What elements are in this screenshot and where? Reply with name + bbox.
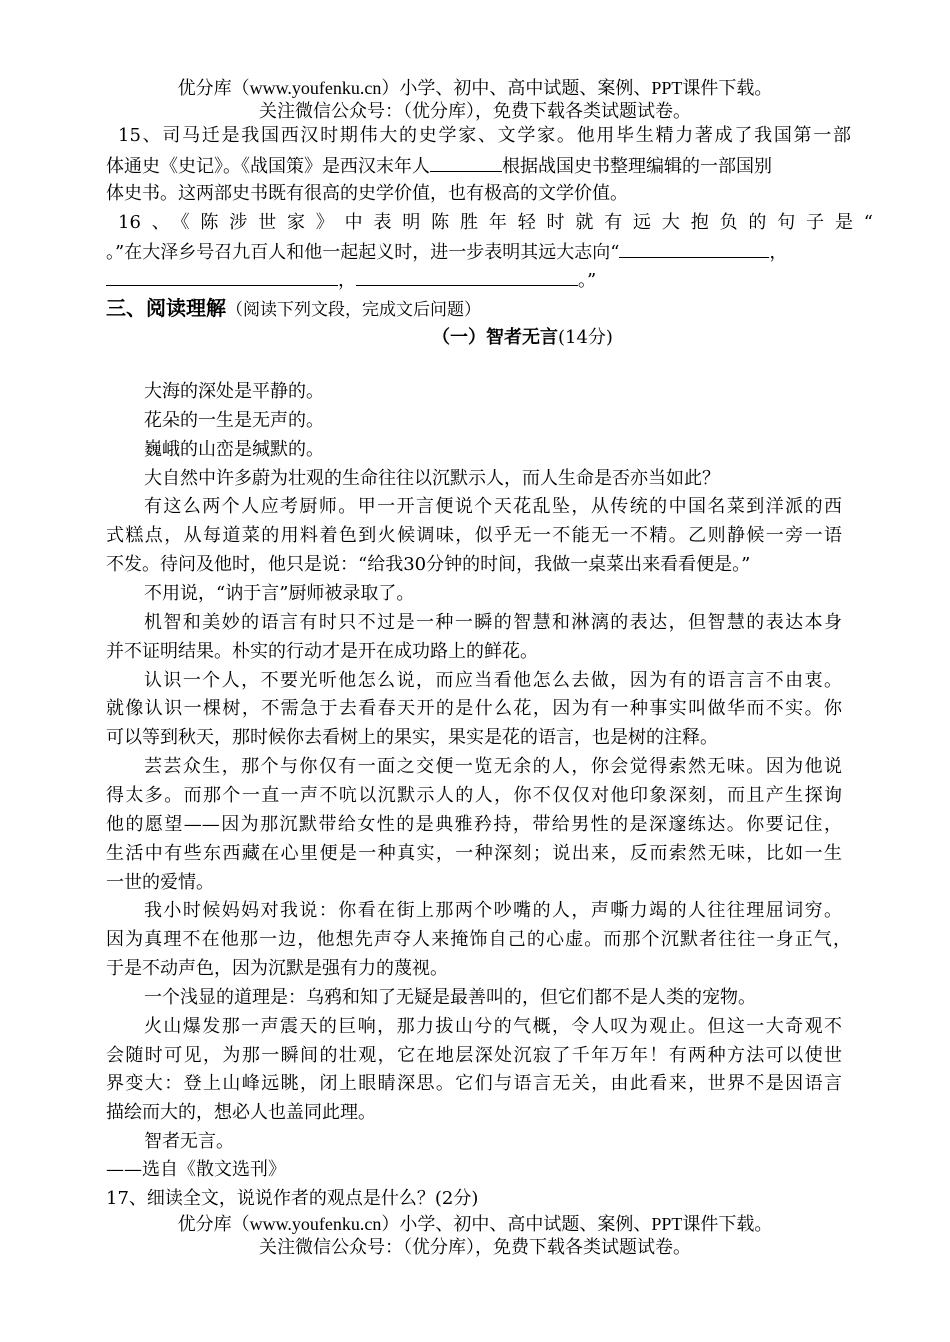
article-p7-line-1: 机智和美妙的语言有时只不过是一种一瞬的智慧和淋漓的表达，但智慧的表达本身 — [144, 612, 842, 633]
q16-line-3 — [106, 269, 851, 292]
q15-line-3: 体史书。这两部史书既有很高的史学价值，也有极高的文学价值。 — [106, 183, 628, 204]
article-p8-line-1: 认识一个人，不要光听他怎么说，而应当看他怎么去做，因为有的语言言不由衷。 — [144, 670, 842, 691]
article-p2: 花朵的一生是无声的。 — [144, 410, 324, 431]
article-p12-line-4: 描绘而大的，想必人也盖同此理。 — [106, 1102, 376, 1123]
article-p9-line-3: 他的愿望——因为那沉默带给女性的是典雅矜持，带给男性的是深邃练达。你要记住， — [106, 814, 842, 835]
article-p12-line-2: 会随时可见，为那一瞬间的壮观，它在地层深处沉寂了千年万年！有两种方法可以使世 — [106, 1045, 842, 1066]
header-line-2: 关注微信公众号：（优分库），免费下载各类试题试卷。 — [259, 101, 691, 121]
article-p11: 一个浅显的道理是：乌鸦和知了无疑是最善叫的，但它们都不是人类的宠物。 — [144, 987, 756, 1008]
q15-line-1: 15、司马迁是我国西汉时期伟大的史学家、文学家。他用毕生精力著成了我国第一部 — [118, 125, 851, 146]
q16-text-a: 。”在大泽乡号召九百人和他一起起义时，进一步表明其远大志向“ — [106, 242, 620, 263]
q15-text-b: 根据战国史书整理编辑的一部国别 — [502, 156, 772, 177]
section-3-heading — [106, 297, 481, 321]
footer-line-2: 关注微信公众号：（优分库），免费下载各类试题试卷。 — [259, 1237, 691, 1257]
article-p4: 大自然中许多蔚为壮观的生命往往以沉默示人，而人生命是否亦当如此？ — [144, 468, 720, 489]
article-p9-line-1: 芸芸众生，那个与你仅有一面之交便一览无余的人，你会觉得索然无味。因为他说 — [144, 756, 842, 777]
article-p5-line-2: 式糕点，从每道菜的用料着色到火候调味，似乎无一不能无一不精。乙则静候一旁一语 — [106, 525, 842, 546]
article-p12-line-1: 火山爆发那一声震天的巨响，那力拔山兮的气概，令人叹为观止。但这一大奇观不 — [144, 1016, 842, 1037]
section-3-title: 三、阅读理解 — [106, 296, 226, 320]
article-p9-line-4: 生活中有些东西藏在心里便是一种真实，一种深刻；说出来，反而索然无味，比如一生 — [106, 843, 842, 864]
q15-text-a: 体通史《史记》。《战国策》是西汉末年人 — [106, 156, 430, 177]
article-p10-line-1: 我小时候妈妈对我说：你看在街上那两个吵嘴的人，声嘶力竭的人往往理屈词穷。 — [144, 900, 842, 921]
article-p7-line-2: 并不证明结果。朴实的行动才是开在成功路上的鲜花。 — [106, 641, 538, 662]
q16-answer-blank-1[interactable] — [619, 241, 769, 258]
article-p10-line-3: 于是不动声色，因为沉默是强有力的蔑视。 — [106, 958, 448, 979]
reading-1-heading — [432, 327, 613, 349]
article-p9-line-5: 一世的爱情。 — [106, 872, 214, 893]
q17-question: 17、细读全文，说说作者的观点是什么？(2分) — [106, 1188, 479, 1209]
header-line-1: 优分库（www.youfenku.cn）小学、初中、高中试题、案例、PPT课件下载。 — [177, 78, 773, 98]
article-p5-line-3: 不发。待问及他时，他只是说：“给我30分钟的时间，我做一桌菜出来看看便是。” — [106, 554, 751, 575]
article-source: ——选自《散文选刊》 — [106, 1159, 286, 1180]
footer-line-1: 优分库（www.youfenku.cn）小学、初中、高中试题、案例、PPT课件下载。 — [177, 1214, 773, 1234]
article-p8-line-2: 就像认识一棵树，不需急于去看春天开的是什么花，因为有一种事实叫做华而不实。你 — [106, 698, 842, 719]
section-3-note: （阅读下列文段，完成文后问题） — [226, 300, 481, 320]
article-p5-line-1: 有这么两个人应考厨师。甲一开言便说个天花乱坠，从传统的中国名菜到洋派的西 — [144, 496, 842, 517]
article-p10-line-2: 因为真理不在他那一边，他想先声夺人来掩饰自己的心虚。而那个沉默者往往一身正气， — [106, 929, 851, 950]
q16-end-quote: 。” — [578, 270, 597, 291]
article-p1: 大海的深处是平静的。 — [144, 381, 324, 402]
article-p8-line-3: 可以等到秋天，那时候你去看树上的果实，果实是花的语言，也是树的注释。 — [106, 727, 718, 748]
q16-answer-blank-2[interactable] — [106, 269, 338, 286]
article-p9-line-2: 得太多。而那个一直一声不吭以沉默示人的人，你不仅仅对他印象深刻，而且产生探询 — [106, 785, 842, 806]
article-p12-line-3: 界变大：登上山峰远眺，闭上眼睛深思。它们与语言无关，由此看来，世界不是因语言 — [106, 1073, 842, 1094]
article-p6: 不用说，“讷于言”厨师被录取了。 — [144, 583, 415, 604]
article-p13: 智者无言。 — [144, 1131, 234, 1152]
article-p3: 巍峨的山峦是缄默的。 — [144, 439, 324, 460]
reading-1-title: （一）智者无言 — [432, 327, 558, 348]
q15-answer-blank[interactable] — [430, 155, 502, 172]
q16-line-2 — [106, 241, 876, 264]
q16-line-1: 16、《陈涉世家》中表明陈胜年轻时就有远大抱负的句子是“ — [118, 212, 873, 233]
q16-comma-1: ， — [769, 242, 788, 263]
q16-answer-blank-3[interactable] — [356, 269, 578, 286]
q15-line-2 — [106, 155, 851, 178]
reading-1-score: (14分) — [558, 327, 613, 348]
q16-comma-2: ， — [338, 270, 356, 291]
